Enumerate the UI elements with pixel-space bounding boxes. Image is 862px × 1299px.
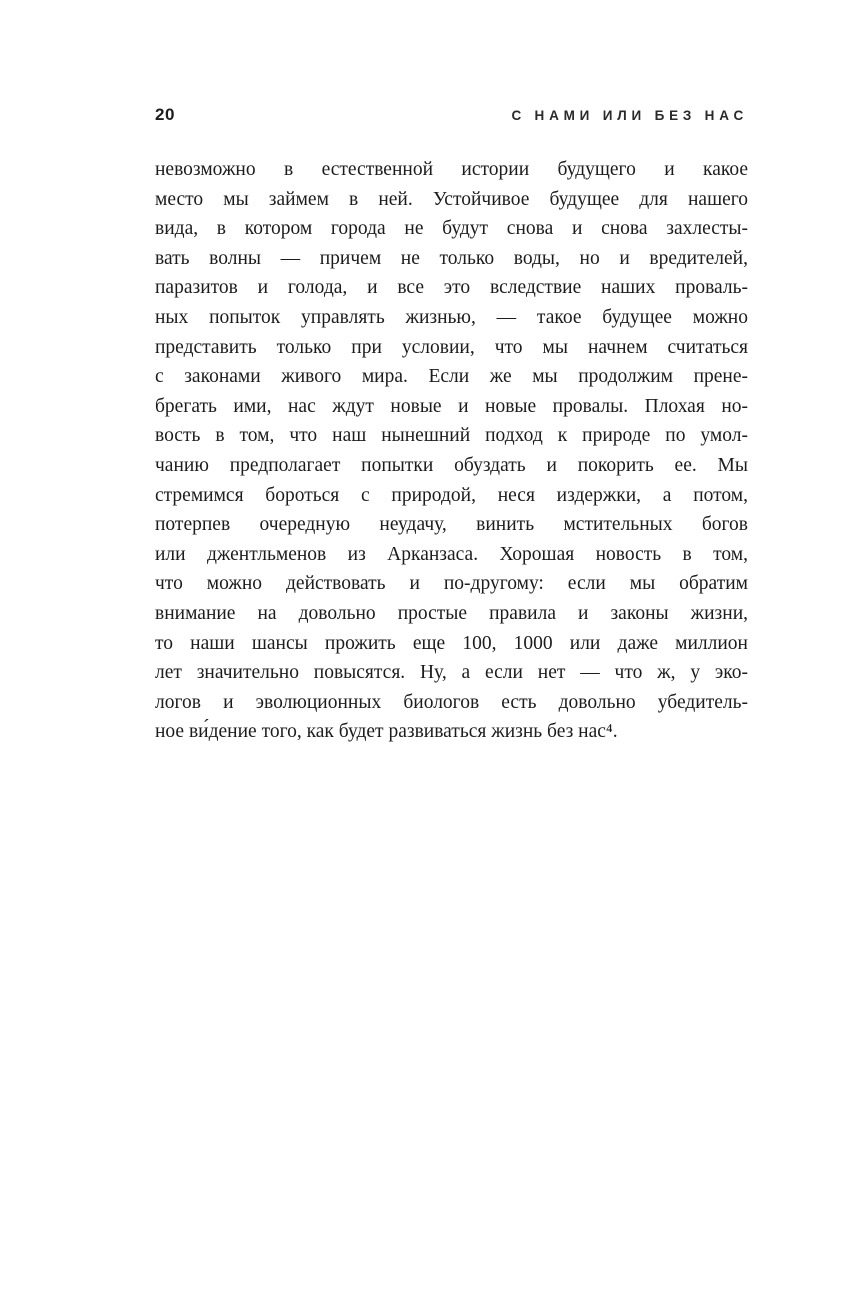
text-line: вида, в котором города не будут снова и снова захлесты- [155,218,748,240]
text-line: невозможно в естественной истории будущего и какое [155,159,748,180]
text-line: что можно действовать и по-другому: если мы обратим [155,573,748,595]
text-line: место мы займем в ней. Устойчивое будущее для нашего [155,188,748,210]
text-line: потерпев очередную неудачу, винить мстительных богов [155,514,748,536]
text-line: брегать ими, нас ждут новые и новые провалы. Плохая но- [155,395,748,417]
text-line: с законами живого мира. Если же мы продолжим прене- [155,366,748,388]
running-title: С НАМИ ИЛИ БЕЗ НАС [511,108,748,123]
body-text [155,155,748,747]
text-line: чанию предполагает попытки обуздать и покорить ее. Мы [155,454,748,476]
page-number: 20 [155,105,175,124]
text-line: ных попыток управлять жизнью, — такое будущее можно [155,306,748,328]
text-line: логов и эволюционных биологов есть довольно убедитель- [155,691,748,713]
text-line: вать волны — причем не только воды, но и вредителей, [155,247,748,269]
text-line: или джентльменов из Арканзаса. Хорошая новость в том, [155,543,748,565]
text-line: стремимся бороться с природой, неся издержки, а потом, [155,484,748,506]
text-line: ное ви́дение того, как будет развиваться жизнь без нас⁴. [155,721,618,743]
page-header [155,105,748,125]
text-line: внимание на довольно простые правила и законы жизни, [155,602,748,624]
text-line: то наши шансы прожить еще 100, 1000 или даже миллион [155,632,748,654]
text-line: представить только при условии, что мы начнем считаться [155,336,748,358]
text-line: лет значительно повысятся. Ну, а если нет — что ж, у эко- [155,662,748,684]
text-line: вость в том, что наш нынешний подход к природе по умол- [155,425,748,447]
text-line: паразитов и голода, и все это вследствие наших проваль- [155,277,748,299]
